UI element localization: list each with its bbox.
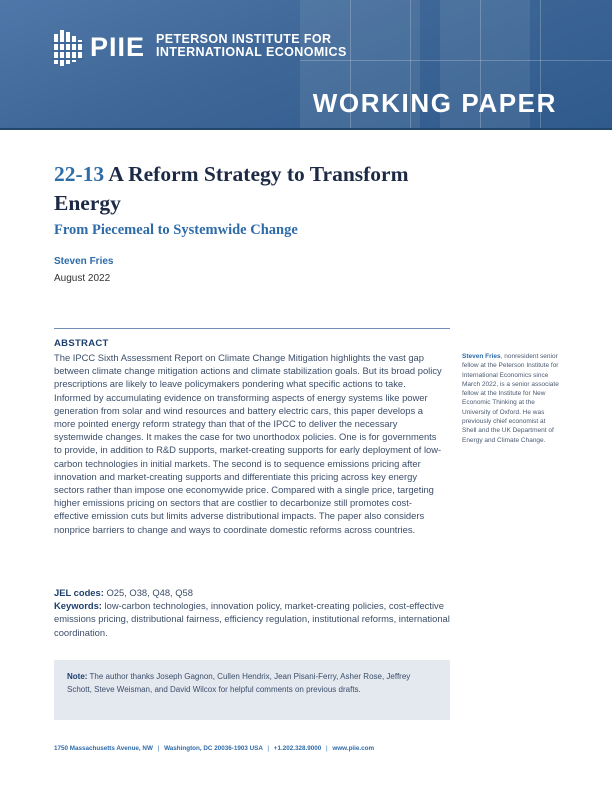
abstract-section: [54, 338, 444, 536]
page-footer: [54, 745, 374, 752]
institute-name: [156, 33, 347, 59]
footer-address: 1750 Massachusetts Avenue, NW: [54, 745, 153, 752]
keywords-label: Keywords:: [54, 600, 102, 612]
logo-wordmark: PIIE: [90, 32, 146, 62]
bio-text: , nonresident senior fellow at the Peterson Institute for International Economics since March 2022, is a senior associate fellow at the Institute for New Economic Thinking at the University of Oxford. He was previously chief economist at Shell and the UK Department of Energy and Climate Change.: [462, 353, 559, 444]
footer-separator: |: [267, 745, 270, 752]
series-label: WORKING PAPER: [312, 88, 557, 118]
footer-separator: |: [157, 745, 160, 752]
codes-section: [54, 586, 454, 639]
author-name: Steven Fries: [54, 256, 114, 267]
institute-name-line1: PETERSON INSTITUTE FOR: [156, 32, 332, 46]
banner-divider: [0, 128, 612, 130]
publication-date: August 2022: [54, 273, 111, 284]
note-label: Note:: [67, 672, 88, 681]
footer-separator: |: [325, 745, 328, 752]
piie-logo-icon: [52, 28, 84, 68]
footer-website-link[interactable]: www.piie.com: [332, 745, 375, 752]
jel-codes-value: O25, O38, Q48, Q58: [106, 587, 193, 598]
header-banner: [0, 0, 612, 130]
paper-title-text: A Reform Strategy to Transform Energy: [54, 162, 409, 215]
paper-number: 22-13: [54, 162, 105, 186]
abstract-text: The IPCC Sixth Assessment Report on Climate Change Mitigation highlights the vast gap between climate change mitigation actions and climate stabilization goals. But its broad policy prescriptions are likely to leave policymakers pondering what specific actions to take. Informed by accumulating evidence on transforming aspects of energy systems like power generation from solar and wind resources and battery electric cars, this paper develops a more pointed energy reform strategy than that of the IPCC to deliver the necessary systemwide changes. It makes the case for two unorthodox policies. One is for governments to provide, in addition to R&D supports, market-creating supports for early deployment of low-carbon technologies in initial markets. The second is to sequence emissions pricing after innovation and market-creating supports and differentiate this pricing across key energy sectors rather than impose one economywide price. Compared with a single price, targeting higher emissions pricing on sectors that are costlier to decarbonize still promotes cost-effective emission cuts but limits adverse distributional impacts. The paper also considers nonprice barriers to change and ways to coordinate domestic reforms across countries.: [54, 352, 442, 535]
paper-title: [54, 160, 434, 218]
paper-subtitle: From Piecemeal to Systemwide Change: [54, 222, 298, 238]
bio-author-name: Steven Fries: [462, 353, 501, 360]
jel-codes-label: JEL codes:: [54, 587, 104, 598]
banner-building-line: [300, 60, 612, 61]
jel-codes: [54, 586, 454, 599]
note-content: [67, 671, 427, 696]
footer-phone: +1.202.328.9000: [273, 745, 322, 752]
abstract-heading: ABSTRACT: [54, 338, 109, 349]
institute-name-line2: INTERNATIONAL ECONOMICS: [156, 45, 347, 59]
title-block: [54, 160, 434, 239]
keywords-value: low-carbon technologies, innovation policy, market-creating policies, cost-effective emissions pricing, distributional fairness, efficiency regulation, institutional reforms, international coordination.: [54, 600, 450, 638]
acknowledgment-note: [54, 660, 450, 720]
section-divider: [54, 328, 450, 329]
author-bio: [462, 352, 560, 445]
footer-city: Washington, DC 20036-1903 USA: [164, 745, 263, 752]
keywords: [54, 599, 454, 639]
note-text: The author thanks Joseph Gagnon, Cullen Hendrix, Jean Pisani-Ferry, Asher Rose, Jeffrey Schott, Steve Weisman, and David Wilcox for helpful comments on previous drafts.: [67, 672, 411, 694]
